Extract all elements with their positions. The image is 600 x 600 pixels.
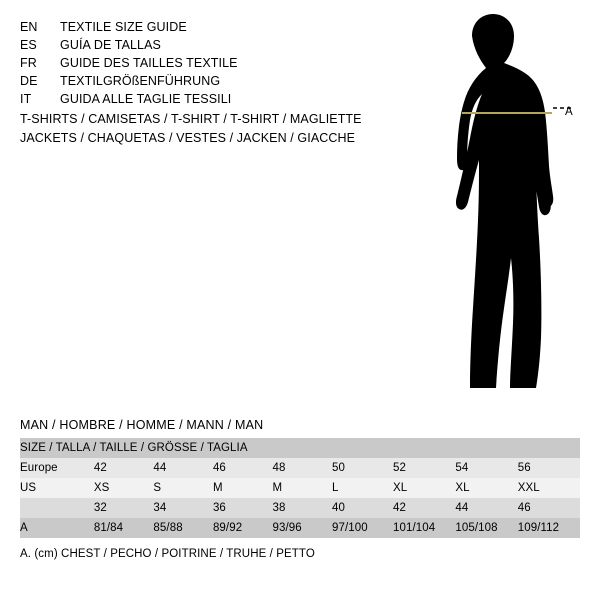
row-label: [20, 498, 94, 518]
cell: 32: [94, 498, 154, 518]
chest-measure-label: A: [565, 106, 573, 118]
language-title: TEXTILGRÖßENFÜHRUNG: [60, 74, 221, 88]
table-header-label: SIZE / TALLA / TAILLE / GRÖSSE / TAGLIA: [20, 438, 580, 458]
cell: 54: [455, 458, 517, 478]
cell: 56: [518, 458, 580, 478]
row-label: A: [20, 518, 94, 538]
size-table: [20, 438, 580, 538]
garment-categories: [20, 110, 420, 148]
language-code: DE: [20, 74, 38, 88]
cell: XL: [455, 478, 517, 498]
male-silhouette-illustration: [400, 8, 600, 408]
cell: 34: [153, 498, 213, 518]
table-title: MAN / HOMBRE / HOMME / MANN / MAN: [20, 418, 264, 432]
language-row: [20, 54, 380, 72]
table-header-row: [20, 438, 580, 458]
cell: XXL: [518, 478, 580, 498]
table-row: [20, 478, 580, 498]
cell: 109/112: [518, 518, 580, 538]
cell: 44: [455, 498, 517, 518]
language-title: GUÍA DE TALLAS: [60, 38, 161, 52]
language-row: [20, 72, 380, 90]
row-label: Europe: [20, 458, 94, 478]
language-code: ES: [20, 38, 37, 52]
silhouette-icon: [400, 8, 600, 408]
cell: 105/108: [455, 518, 517, 538]
language-title: GUIDE DES TAILLES TEXTILE: [60, 56, 238, 70]
cell: 44: [153, 458, 213, 478]
cell: XS: [94, 478, 154, 498]
language-title: TEXTILE SIZE GUIDE: [60, 20, 187, 34]
language-row: [20, 36, 380, 54]
cell: 101/104: [393, 518, 455, 538]
cell: M: [272, 478, 332, 498]
size-table-area: [20, 418, 580, 538]
cell: 97/100: [332, 518, 393, 538]
cell: 38: [272, 498, 332, 518]
table-row: [20, 518, 580, 538]
language-row: [20, 90, 380, 108]
cell: 81/84: [94, 518, 154, 538]
cell: 48: [272, 458, 332, 478]
cell: 40: [332, 498, 393, 518]
cell: 52: [393, 458, 455, 478]
language-code: FR: [20, 56, 37, 70]
cell: 46: [518, 498, 580, 518]
category-tshirts: T-SHIRTS / CAMISETAS / T-SHIRT / T-SHIRT / MAGLIETTE: [20, 112, 362, 126]
cell: 85/88: [153, 518, 213, 538]
row-label: US: [20, 478, 94, 498]
footnote: A. (cm) CHEST / PECHO / POITRINE / TRUHE / PETTO: [20, 548, 315, 560]
cell: 36: [213, 498, 273, 518]
cell: S: [153, 478, 213, 498]
cell: 42: [94, 458, 154, 478]
cell: 89/92: [213, 518, 273, 538]
language-header-block: [20, 18, 380, 108]
language-code: EN: [20, 20, 38, 34]
table-row: [20, 498, 580, 518]
language-code: IT: [20, 92, 32, 106]
cell: 42: [393, 498, 455, 518]
cell: L: [332, 478, 393, 498]
cell: M: [213, 478, 273, 498]
language-title: GUIDA ALLE TAGLIE TESSILI: [60, 92, 232, 106]
cell: XL: [393, 478, 455, 498]
category-jackets: JACKETS / CHAQUETAS / VESTES / JACKEN / GIACCHE: [20, 131, 356, 145]
cell: 46: [213, 458, 273, 478]
cell: 93/96: [272, 518, 332, 538]
table-row: [20, 458, 580, 478]
cell: 50: [332, 458, 393, 478]
language-row: [20, 18, 380, 36]
